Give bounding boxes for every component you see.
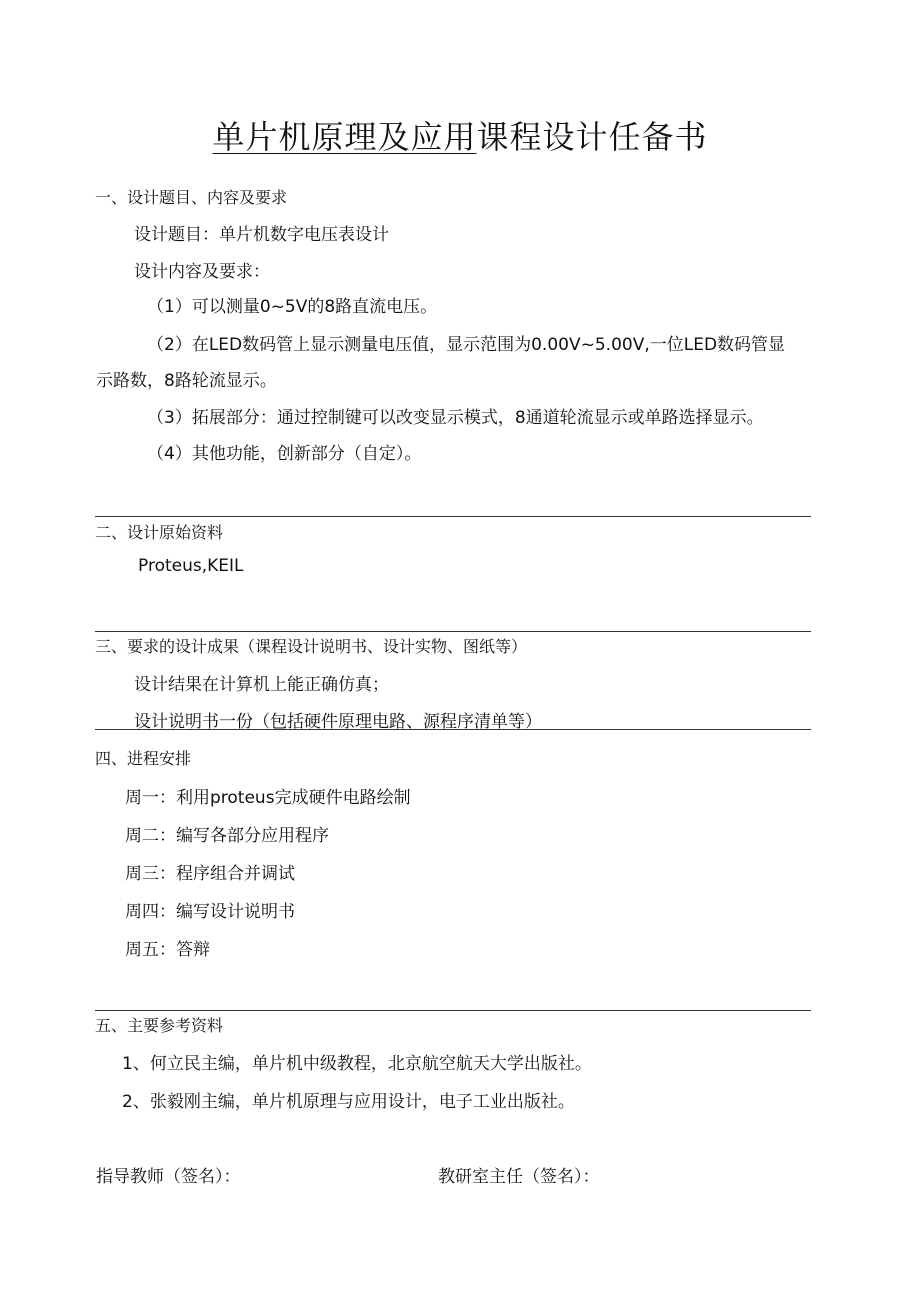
divider-line <box>95 631 811 632</box>
schedule-item: 周三：程序组合并调试 <box>125 864 295 884</box>
original-materials: Proteus,KEIL <box>138 556 244 576</box>
section2-heading: 二、设计原始资料 <box>95 523 224 542</box>
requirement-3: （3）拓展部分：通过控制键可以改变显示模式，8通道轮流显示或单路选择显示。 <box>147 408 764 428</box>
schedule-item: 周五：答辩 <box>125 940 210 960</box>
schedule-item: 周四：编写设计说明书 <box>125 902 295 922</box>
section5-heading: 五、主要参考资料 <box>95 1016 224 1035</box>
title-underlined-part: 单片机原理及应用 <box>212 118 477 156</box>
result-line-1: 设计结果在计算机上能正确仿真； <box>134 675 389 695</box>
document-title <box>0 112 920 158</box>
schedule-item: 周一：利用proteus完成硬件电路绘制 <box>125 788 411 808</box>
divider-line <box>95 516 811 517</box>
requirement-1: （1）可以测量0~5V的8路直流电压。 <box>147 297 438 317</box>
divider-line <box>95 1010 811 1011</box>
requirement-2-line1: （2）在LED数码管上显示测量电压值，显示范围为0.00V~5.00V,一位LED数码管显 <box>147 335 786 355</box>
reference-item: 1、何立民主编，单片机中级教程，北京航空航天大学出版社。 <box>122 1054 592 1074</box>
reference-item: 2、张毅刚主编，单片机原理与应用设计，电子工业出版社。 <box>122 1092 575 1112</box>
requirement-2-line2: 示路数，8路轮流显示。 <box>96 371 277 391</box>
title-rest-part: 课程设计任备书 <box>476 118 708 156</box>
requirement-4: （4）其他功能，创新部分（自定）。 <box>147 444 422 464</box>
section1-heading: 一、设计题目、内容及要求 <box>95 188 288 207</box>
advisor-signature: 指导教师（签名）： <box>96 1167 241 1187</box>
director-signature: 教研室主任（签名）： <box>438 1167 600 1187</box>
section3-heading: 三、要求的设计成果（课程设计说明书、设计实物、图纸等） <box>95 637 528 656</box>
divider-line <box>95 729 811 730</box>
design-topic: 设计题目：单片机数字电压表设计 <box>134 225 389 245</box>
result-line-2: 设计说明书一份（包括硬件原理电路、源程序清单等） <box>134 712 542 732</box>
content-label: 设计内容及要求： <box>134 262 270 282</box>
section4-heading: 四、进程安排 <box>95 749 192 768</box>
schedule-item: 周二：编写各部分应用程序 <box>125 826 329 846</box>
